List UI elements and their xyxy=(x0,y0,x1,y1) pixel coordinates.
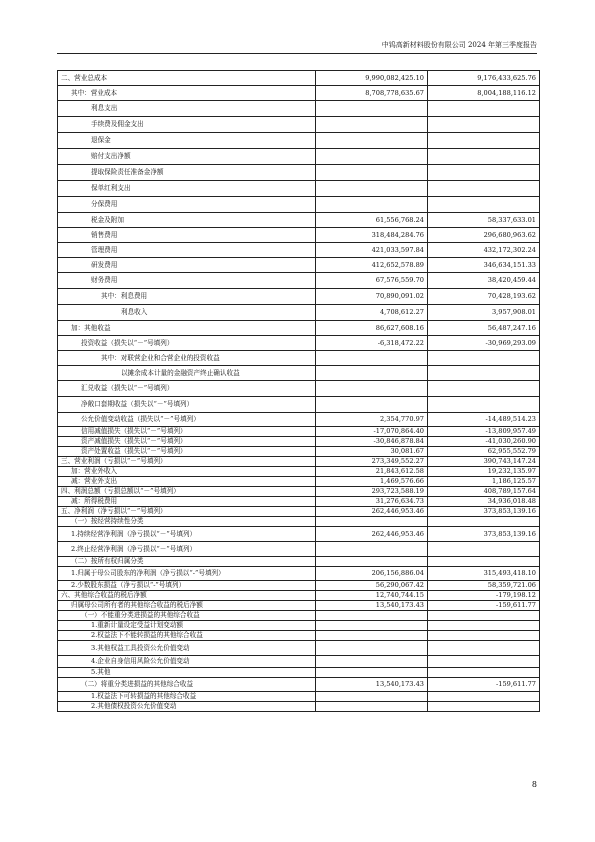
current-period-value: 8,708,778,635.67 xyxy=(316,86,428,101)
row-label: 减：营业外支出 xyxy=(58,477,316,487)
prior-period-value: 296,680,963.62 xyxy=(428,228,540,243)
table-row xyxy=(58,117,540,133)
table-row xyxy=(58,336,540,351)
table-row xyxy=(58,467,540,477)
table-row xyxy=(58,656,540,668)
row-label: 管理费用 xyxy=(58,243,316,258)
page-header: 中钨高新材料股份有限公司 2024 年第三季度报告 xyxy=(381,41,537,49)
row-label: 二、营业总成本 xyxy=(58,71,316,86)
table-row xyxy=(58,631,540,641)
prior-period-value: 56,487,247.16 xyxy=(428,321,540,336)
row-label: 汇兑收益（损失以“－”号填列） xyxy=(58,381,316,397)
prior-period-value: 373,853,139.16 xyxy=(428,527,540,542)
row-label: 销售费用 xyxy=(58,228,316,243)
current-period-value: 262,446,953.46 xyxy=(316,527,428,542)
prior-period-value xyxy=(428,381,540,397)
income-statement-table xyxy=(57,70,540,712)
row-label: 其中：对联营企业和合营企业的投资收益 xyxy=(58,351,316,366)
table-row xyxy=(58,351,540,366)
table-row xyxy=(58,668,540,678)
prior-period-value: -41,030,260.90 xyxy=(428,437,540,447)
current-period-value xyxy=(316,621,428,631)
table-row xyxy=(58,692,540,702)
current-period-value xyxy=(316,133,428,149)
current-period-value xyxy=(316,557,428,567)
prior-period-value xyxy=(428,149,540,165)
current-period-value xyxy=(316,197,428,213)
row-label: 六、其他综合收益的税后净额 xyxy=(58,591,316,601)
table-row xyxy=(58,527,540,542)
prior-period-value: 315,493,418.10 xyxy=(428,567,540,581)
current-period-value: 13,540,173.43 xyxy=(316,678,428,692)
current-period-value: 13,540,173.43 xyxy=(316,601,428,611)
current-period-value: -6,318,472.22 xyxy=(316,336,428,351)
row-label: 利息收入 xyxy=(58,305,316,321)
table-row xyxy=(58,86,540,101)
prior-period-value: 62,955,552.79 xyxy=(428,447,540,457)
table-row xyxy=(58,197,540,213)
table-row xyxy=(58,591,540,601)
prior-period-value xyxy=(428,197,540,213)
row-label: 2.其他债权投资公允价值变动 xyxy=(58,702,316,712)
row-label: （一）不能重分类进损益的其他综合收益 xyxy=(58,611,316,621)
prior-period-value xyxy=(428,165,540,181)
table-row xyxy=(58,243,540,258)
prior-period-value: 9,176,433,625.76 xyxy=(428,71,540,86)
current-period-value xyxy=(316,397,428,413)
row-label: 3.其他权益工具投资公允价值变动 xyxy=(58,641,316,656)
current-period-value: 86,627,608.16 xyxy=(316,321,428,336)
row-label: 以摊余成本计量的金融资产终止确认收益 xyxy=(58,366,316,381)
current-period-value xyxy=(316,101,428,117)
table-row xyxy=(58,181,540,197)
table-row xyxy=(58,611,540,621)
current-period-value xyxy=(316,641,428,656)
row-label: 退保金 xyxy=(58,133,316,149)
row-label: 赔付支出净额 xyxy=(58,149,316,165)
current-period-value xyxy=(316,656,428,668)
row-label: 公允价值变动收益（损失以“－”号填列） xyxy=(58,413,316,427)
prior-period-value xyxy=(428,631,540,641)
prior-period-value: 58,359,721.06 xyxy=(428,581,540,591)
table-row xyxy=(58,507,540,517)
table-row xyxy=(58,477,540,487)
prior-period-value xyxy=(428,557,540,567)
current-period-value: 56,290,067.42 xyxy=(316,581,428,591)
row-label: 1.重新计量设定受益计划变动额 xyxy=(58,621,316,631)
row-label: 4.企业自身信用风险公允价值变动 xyxy=(58,656,316,668)
current-period-value xyxy=(316,611,428,621)
prior-period-value xyxy=(428,351,540,366)
row-label: 信用减值损失（损失以“－”号填列） xyxy=(58,427,316,437)
table-row xyxy=(58,101,540,117)
prior-period-value: -179,198.12 xyxy=(428,591,540,601)
prior-period-value xyxy=(428,181,540,197)
row-label: 保单红利支出 xyxy=(58,181,316,197)
current-period-value: 4,708,612.27 xyxy=(316,305,428,321)
current-period-value xyxy=(316,692,428,702)
row-label: 加：其他收益 xyxy=(58,321,316,336)
row-label: 减：所得税费用 xyxy=(58,497,316,507)
row-label: 1.持续经营净利润（净亏损以“－”号填列） xyxy=(58,527,316,542)
row-label: 5.其他 xyxy=(58,668,316,678)
table-row xyxy=(58,678,540,692)
table-row xyxy=(58,621,540,631)
current-period-value: 262,446,953.46 xyxy=(316,507,428,517)
prior-period-value: -13,809,957.49 xyxy=(428,427,540,437)
prior-period-value xyxy=(428,133,540,149)
prior-period-value xyxy=(428,611,540,621)
prior-period-value xyxy=(428,366,540,381)
table-row xyxy=(58,149,540,165)
table-row xyxy=(58,71,540,86)
row-label: 财务费用 xyxy=(58,273,316,289)
table-row xyxy=(58,497,540,507)
prior-period-value: 408,789,157.64 xyxy=(428,487,540,497)
table-row xyxy=(58,641,540,656)
current-period-value: 318,484,284.76 xyxy=(316,228,428,243)
current-period-value: 31,276,634.73 xyxy=(316,497,428,507)
table-row xyxy=(58,567,540,581)
table-row xyxy=(58,601,540,611)
row-label: （二）按所有权归属分类 xyxy=(58,557,316,567)
table-row xyxy=(58,228,540,243)
prior-period-value xyxy=(428,397,540,413)
row-label: 其中：营业成本 xyxy=(58,86,316,101)
row-label: 2.终止经营净利润（净亏损以“－”号填列） xyxy=(58,542,316,557)
current-period-value: 1,469,576.66 xyxy=(316,477,428,487)
current-period-value xyxy=(316,149,428,165)
prior-period-value: 3,957,908.01 xyxy=(428,305,540,321)
prior-period-value: -159,611.77 xyxy=(428,678,540,692)
table-row xyxy=(58,413,540,427)
current-period-value: 61,556,768.24 xyxy=(316,213,428,228)
current-period-value: 70,890,091.02 xyxy=(316,289,428,305)
current-period-value: 273,349,552.27 xyxy=(316,457,428,467)
row-label: 加：营业外收入 xyxy=(58,467,316,477)
table-row xyxy=(58,397,540,413)
prior-period-value: 70,428,193.62 xyxy=(428,289,540,305)
table-row xyxy=(58,273,540,289)
row-label: 1.权益法下可转损益的其他综合收益 xyxy=(58,692,316,702)
table-row xyxy=(58,289,540,305)
current-period-value: -30,846,878.84 xyxy=(316,437,428,447)
current-period-value xyxy=(316,702,428,712)
row-label: 税金及附加 xyxy=(58,213,316,228)
table-row xyxy=(58,381,540,397)
table-row xyxy=(58,447,540,457)
prior-period-value: 346,634,151.33 xyxy=(428,258,540,273)
current-period-value: 30,081.67 xyxy=(316,447,428,457)
prior-period-value: -14,489,514.23 xyxy=(428,413,540,427)
current-period-value xyxy=(316,542,428,557)
table-row xyxy=(58,581,540,591)
current-period-value: 293,723,588.19 xyxy=(316,487,428,497)
prior-period-value: 19,232,135.97 xyxy=(428,467,540,477)
current-period-value xyxy=(316,517,428,527)
page-number: 8 xyxy=(531,780,537,789)
row-label: 归属母公司所有者的其他综合收益的税后净额 xyxy=(58,601,316,611)
prior-period-value: 373,853,139.16 xyxy=(428,507,540,517)
current-period-value: 9,990,082,425.10 xyxy=(316,71,428,86)
prior-period-value: 1,186,125.57 xyxy=(428,477,540,487)
current-period-value xyxy=(316,366,428,381)
prior-period-value xyxy=(428,517,540,527)
table-row xyxy=(58,702,540,712)
current-period-value xyxy=(316,351,428,366)
current-period-value: 21,843,612.58 xyxy=(316,467,428,477)
prior-period-value: -30,969,293.09 xyxy=(428,336,540,351)
table-row xyxy=(58,517,540,527)
row-label: （二）将重分类进损益的其他综合收益 xyxy=(58,678,316,692)
prior-period-value: 432,172,302.24 xyxy=(428,243,540,258)
row-label: 净敞口套期收益（损失以“－”号填列） xyxy=(58,397,316,413)
current-period-value: 206,156,886.04 xyxy=(316,567,428,581)
table-row xyxy=(58,321,540,336)
row-label: 投资收益（损失以“－”号填列） xyxy=(58,336,316,351)
current-period-value: 412,652,578.89 xyxy=(316,258,428,273)
prior-period-value xyxy=(428,542,540,557)
current-period-value: -17,070,864.40 xyxy=(316,427,428,437)
current-period-value xyxy=(316,631,428,641)
prior-period-value xyxy=(428,656,540,668)
prior-period-value: 38,420,459.44 xyxy=(428,273,540,289)
current-period-value xyxy=(316,381,428,397)
row-label: 1.归属于母公司股东的净利润（净亏损以“-”号填列） xyxy=(58,567,316,581)
row-label: 利息支出 xyxy=(58,101,316,117)
prior-period-value xyxy=(428,692,540,702)
row-label: 提取保险责任准备金净额 xyxy=(58,165,316,181)
current-period-value: 2,354,770.97 xyxy=(316,413,428,427)
table-row xyxy=(58,437,540,447)
prior-period-value xyxy=(428,641,540,656)
row-label: 资产处置收益（损失以“－”号填列） xyxy=(58,447,316,457)
prior-period-value: 58,337,633.01 xyxy=(428,213,540,228)
current-period-value xyxy=(316,165,428,181)
row-label: 其中：利息费用 xyxy=(58,289,316,305)
table-row xyxy=(58,213,540,228)
row-label: 2.少数股东损益（净亏损以“-”号填列） xyxy=(58,581,316,591)
prior-period-value xyxy=(428,702,540,712)
prior-period-value xyxy=(428,117,540,133)
prior-period-value: 390,743,147.24 xyxy=(428,457,540,467)
prior-period-value xyxy=(428,668,540,678)
prior-period-value xyxy=(428,621,540,631)
row-label: 三、营业利润（亏损以“－”号填列） xyxy=(58,457,316,467)
table-row xyxy=(58,305,540,321)
prior-period-value xyxy=(428,101,540,117)
prior-period-value: 8,004,188,116.12 xyxy=(428,86,540,101)
table-row xyxy=(58,542,540,557)
row-label: 研发费用 xyxy=(58,258,316,273)
table-row xyxy=(58,427,540,437)
table-row xyxy=(58,487,540,497)
row-label: （一）按经营持续性分类 xyxy=(58,517,316,527)
header-rule xyxy=(57,53,537,54)
row-label: 五、净利润（净亏损以“－”号填列） xyxy=(58,507,316,517)
row-label: 资产减值损失（损失以“－”号填列） xyxy=(58,437,316,447)
current-period-value xyxy=(316,117,428,133)
row-label: 分保费用 xyxy=(58,197,316,213)
row-label: 四、利润总额（亏损总额以“－”号填列） xyxy=(58,487,316,497)
current-period-value: 421,033,597.84 xyxy=(316,243,428,258)
row-label: 2.权益法下不能转损益的其他综合收益 xyxy=(58,631,316,641)
current-period-value xyxy=(316,668,428,678)
table-row xyxy=(58,133,540,149)
current-period-value: 12,740,744.15 xyxy=(316,591,428,601)
table-row xyxy=(58,258,540,273)
table-row xyxy=(58,557,540,567)
table-row xyxy=(58,165,540,181)
table-row xyxy=(58,457,540,467)
prior-period-value: 34,936,018.48 xyxy=(428,497,540,507)
prior-period-value: -159,611.77 xyxy=(428,601,540,611)
table-row xyxy=(58,366,540,381)
current-period-value: 67,576,559.70 xyxy=(316,273,428,289)
current-period-value xyxy=(316,181,428,197)
row-label: 手续费及佣金支出 xyxy=(58,117,316,133)
table-body xyxy=(58,71,540,712)
